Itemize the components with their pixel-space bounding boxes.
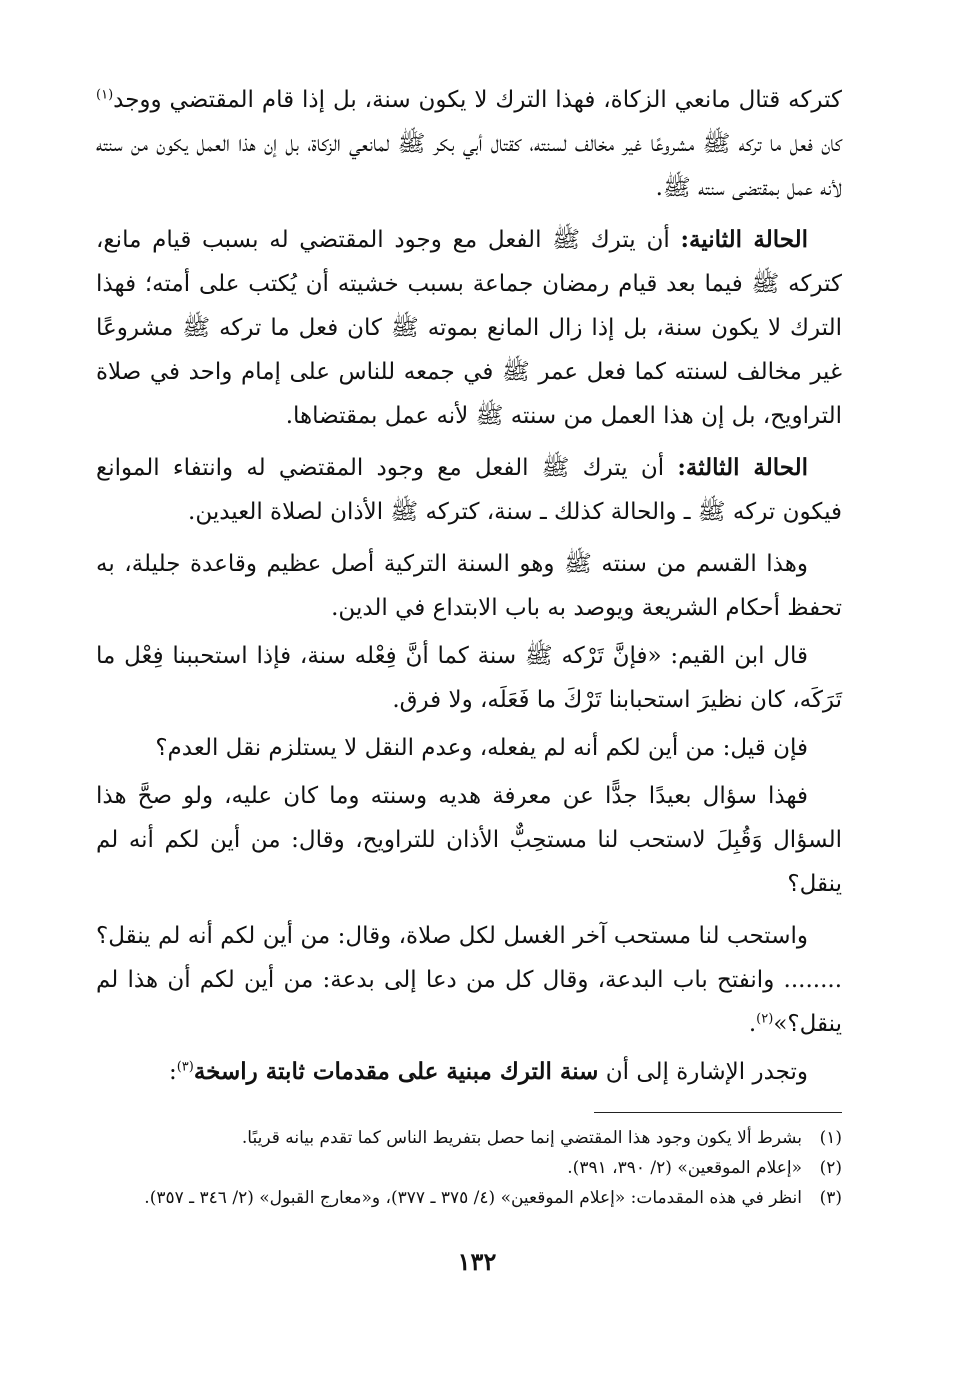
footnote-ref-1[interactable]: (١) [96, 87, 114, 103]
body-paragraph-2 [96, 218, 842, 438]
body-paragraph-6: فإن قيل: من أين لكم أنه لم يفعله، وعدم النقل لا يستلزم نقل العدم؟ [155, 735, 808, 761]
page-number: ١٣٢ [457, 1247, 497, 1276]
footnote-number: (٢) [819, 1158, 842, 1178]
footnote-ref-2[interactable]: (٢) [756, 1011, 774, 1027]
body-paragraph-1 [96, 78, 842, 210]
page-content [96, 78, 842, 1213]
footnote-number: (١) [819, 1128, 842, 1148]
emphasis-text: سنة الترك مبنية على مقدمات ثابتة راسخة [193, 1058, 599, 1085]
body-paragraph-4: وهذا القسم من سنته ﷺ وهو السنة التركية أصل عظيم وقاعدة جليلة، به تحفظ أحكام الشريعة ويوصد به باب الابتداع في الدين. [96, 551, 842, 621]
footnote-text: بشرط ألا يكون وجود هذا المقتضي إنما حصل بتفريط الناس كما تقدم بيانه قريبًا. [241, 1128, 802, 1148]
case-heading-third: الحالة الثالثة: [677, 454, 808, 481]
footnote-item [96, 1183, 842, 1213]
footnote-text: «إعلام الموقعين» (٢/ ٣٩٠، ٣٩١). [567, 1158, 802, 1178]
footnote-ref-3[interactable]: (٣) [176, 1059, 194, 1075]
case-heading-second: الحالة الثانية: [680, 226, 809, 253]
paragraph-text: أن يترك ﷺ الفعل مع وجود المقتضي له بسبب قيام مانع، كتركه ﷺ فيما بعد قيام رمضان جماعة بسبب خشيته أن يُكتب على أمته؛ فهذا الترك لا يكون سنة، بل إذا زال المانع بموته ﷺ كان فعل ما تركه ﷺ مشروعًا غير مخالف لسنته كما فعل عمر ﷺ في جمعه للناس على إمام واحد في صلاة التراويح، بل إن هذا العمل من سنته ﷺ لأنه عمل بمقتضاها. [96, 227, 842, 429]
footnote-number: (٣) [819, 1188, 842, 1208]
paragraph-text: كتركه قتال مانعي الزكاة، فهذا الترك لا يكون سنة، بل إذا قام المقتضي ووجد [113, 87, 842, 113]
footnote-divider [594, 1112, 842, 1113]
paragraph-text: وتجدر الإشارة إلى أن [598, 1059, 808, 1085]
footnote-text: انظر في هذه المقدمات: «إعلام الموقعين» (٤/ ٣٧٥ ـ ٣٧٧)، و«معارج القبول» (٢/ ٣٤٦ ـ ٣٥٧). [144, 1188, 802, 1208]
body-paragraph-5: قال ابن القيم: «فإنَّ تَرْكه ﷺ سنة كما أنَّ فِعْله سنة، فإذا استحببنا فِعْل ما تَرَكَه، كان نظيرَ استحبابنا تَرْكَ ما فَعَلَه، ولا فرق. [96, 643, 842, 713]
body-paragraph-9 [96, 1050, 842, 1094]
paragraph-text: واستحب لنا مستحب آخر الغسل لكل صلاة، وقال: من أين لكم أنه لم ينقل؟ ........ وانفتح باب البدعة، وقال كل من دعا إلى بدعة: من أين لكم أن هذا لم ينقل؟» [96, 923, 842, 1037]
paragraph-text: . [748, 1011, 757, 1037]
footnotes [96, 1123, 842, 1213]
paragraph-text: : [168, 1059, 177, 1085]
body-paragraph-8 [96, 914, 842, 1046]
paragraph-text: أن يترك ﷺ الفعل مع وجود المقتضي له وانتفاء الموانع فيكون تركه ﷺ ـ والحالة كذلك ـ سنة، كتركه ﷺ الأذان لصلاة العيدين. [96, 455, 842, 525]
body-paragraph-7: فهذا سؤال بعيدًا جدًّا عن معرفة هديه وسنته وما كان عليه، ولو صحَّ هذا السؤال وَقُبِلَ لاستحب لنا مستحِبٌّ الأذان للتراويح، وقال: من أين لكم أنه لم ينقل؟ [96, 783, 842, 897]
paragraph-text: كان فعل ما تركه ﷺ مشروعًا غير مخالف لسنته، كقتال أبي بكر ﷺ لمانعي الزكاة، بل إن هذا العمل يكون من سنته لأنه عمل بمقتضى سنته ﷺ. [96, 131, 842, 201]
footnote-item [96, 1153, 842, 1183]
body-paragraph-3 [96, 446, 842, 534]
footnote-item [96, 1123, 842, 1153]
